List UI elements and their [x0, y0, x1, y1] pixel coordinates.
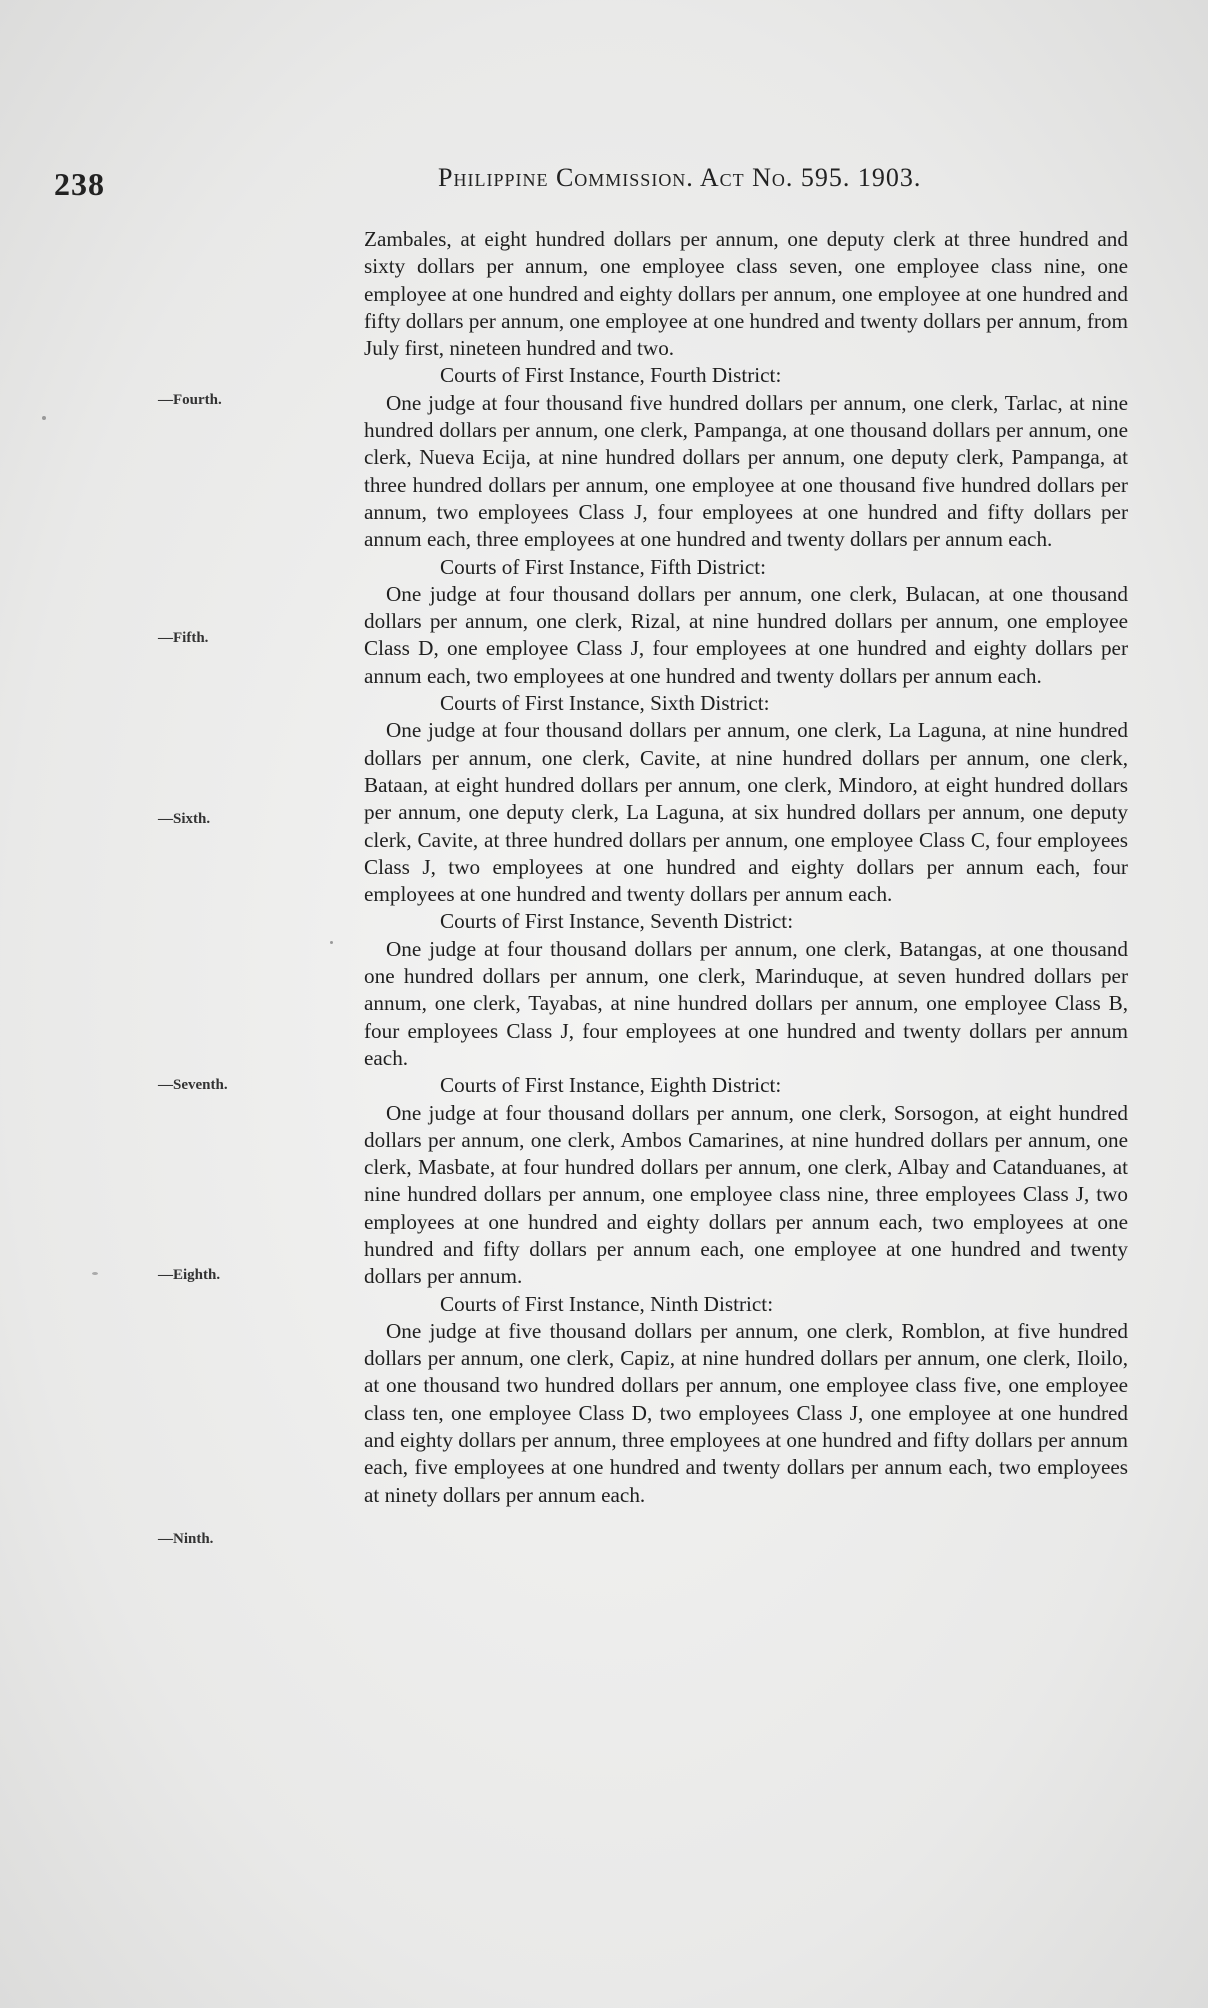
section-heading-sixth: Courts of First Instance, Sixth District: [440, 691, 770, 716]
section-heading-ninth: Courts of First Instance, Ninth District: [440, 1291, 774, 1316]
margin-note-seventh: —Seventh. [158, 1077, 228, 1093]
intro-paragraph: Zambales, at eight hundred dollars per annum, one deputy clerk at three hundred and sixty dollars per annum, one employee class seven, one employee class nine, one employee at one hundred and eighty dollars per annum, one employee at one hundred and fifty dollars per annum, one employee at one hundred and twenty dollars per annum, from July first, nineteen hundred and two. [364, 227, 1128, 361]
running-head: Philippine Commission. Act No. 595. 1903. [438, 163, 922, 192]
print-speck [42, 416, 46, 420]
section-text-ninth: One judge at five thousand dollars per annum, one clerk, Romblon, at five hundred dollars per annum, one clerk, Capiz, at nine hundred dollars per annum, one clerk, Iloilo, at one thousand two hundred dollars per annum, one employee class five, one employee class ten, one employee Class D, two employees Class J, one employee at one hundred and eighty dollars per annum, three employees at one hundred and fifty dollars per annum each, five employees at one hundred and twenty dollars per annum each, two employees at ninety dollars per annum each. [364, 1318, 1128, 1507]
section-heading-seventh: Courts of First Instance, Seventh District: [440, 909, 794, 934]
section-text-eighth: One judge at four thousand dollars per annum, one clerk, Sorsogon, at eight hundred dollars per annum, one clerk, Ambos Camarines, at nine hundred dollars per annum, one clerk, Masbate, at four hundred dollars per annum, one clerk, Albay and Catanduanes, at nine hundred dollars per annum, one employee class nine, three employees Class J, two employees at one hundred and eighty dollars per annum each, two employees at one hundred and fifty dollars per annum each, one employee at one hundred and twenty dollars per annum. [364, 1100, 1128, 1289]
margin-note-ninth: —Ninth. [158, 1531, 214, 1547]
section-text-sixth: One judge at four thousand dollars per annum, one clerk, La Laguna, at nine hundred dollars per annum, one clerk, Cavite, at nine hundred dollars per annum, one clerk, Bataan, at eight hundred dollars per annum, one clerk, Mindoro, at eight hundred dollars per annum, one deputy clerk, La Laguna, at six hundred dollars per annum, one deputy clerk, Cavite, at three hundred dollars per annum, one employee Class C, four employees Class J, two employees at one hundred and eighty dollars per annum each, four employees at one hundred and twenty dollars per annum each. [364, 718, 1128, 907]
print-speck [92, 1272, 98, 1275]
margin-note-sixth: —Sixth. [158, 811, 211, 827]
section-heading-eighth: Courts of First Instance, Eighth District: [440, 1073, 782, 1098]
section-heading-fourth: Courts of First Instance, Fourth District: [440, 363, 782, 388]
margin-note-fifth: —Fifth. [158, 630, 209, 646]
section-text-fourth: One judge at four thousand five hundred dollars per annum, one clerk, Tarlac, at nine hundred dollars per annum, one clerk, Pampanga, at one thousand dollars per annum, one clerk, Nueva Ecija, at nine hundred dollars per annum, one deputy clerk, Pampanga, at three hundred dollars per annum, one employee at one thousand five hundred dollars per annum, two employees Class J, four employees at one hundred and fifty dollars per annum each, three employees at one hundred and twenty dollars per annum each. [364, 390, 1128, 552]
section-text-fifth: One judge at four thousand dollars per annum, one clerk, Bulacan, at one thousand dollars per annum, one clerk, Rizal, at nine hundred dollars per annum, one employee Class D, one employee Class J, four employees at one hundred and eighty dollars per annum each, two employees at one hundred and twenty dollars per annum each. [364, 581, 1128, 688]
print-speck [330, 941, 333, 944]
section-heading-fifth: Courts of First Instance, Fifth District: [440, 554, 767, 579]
page-number: 238 [54, 166, 105, 202]
section-text-seventh: One judge at four thousand dollars per annum, one clerk, Batangas, at one thousand one hundred dollars per annum, one clerk, Marinduque, at seven hundred dollars per annum, one clerk, Tayabas, at nine hundred dollars per annum, one employee Class B, four employees Class J, four employees at one hundred and twenty dollars per annum each. [364, 936, 1128, 1070]
margin-note-fourth: —Fourth. [158, 392, 222, 408]
margin-note-eighth: —Eighth. [158, 1267, 221, 1283]
body-text [364, 226, 1128, 1509]
